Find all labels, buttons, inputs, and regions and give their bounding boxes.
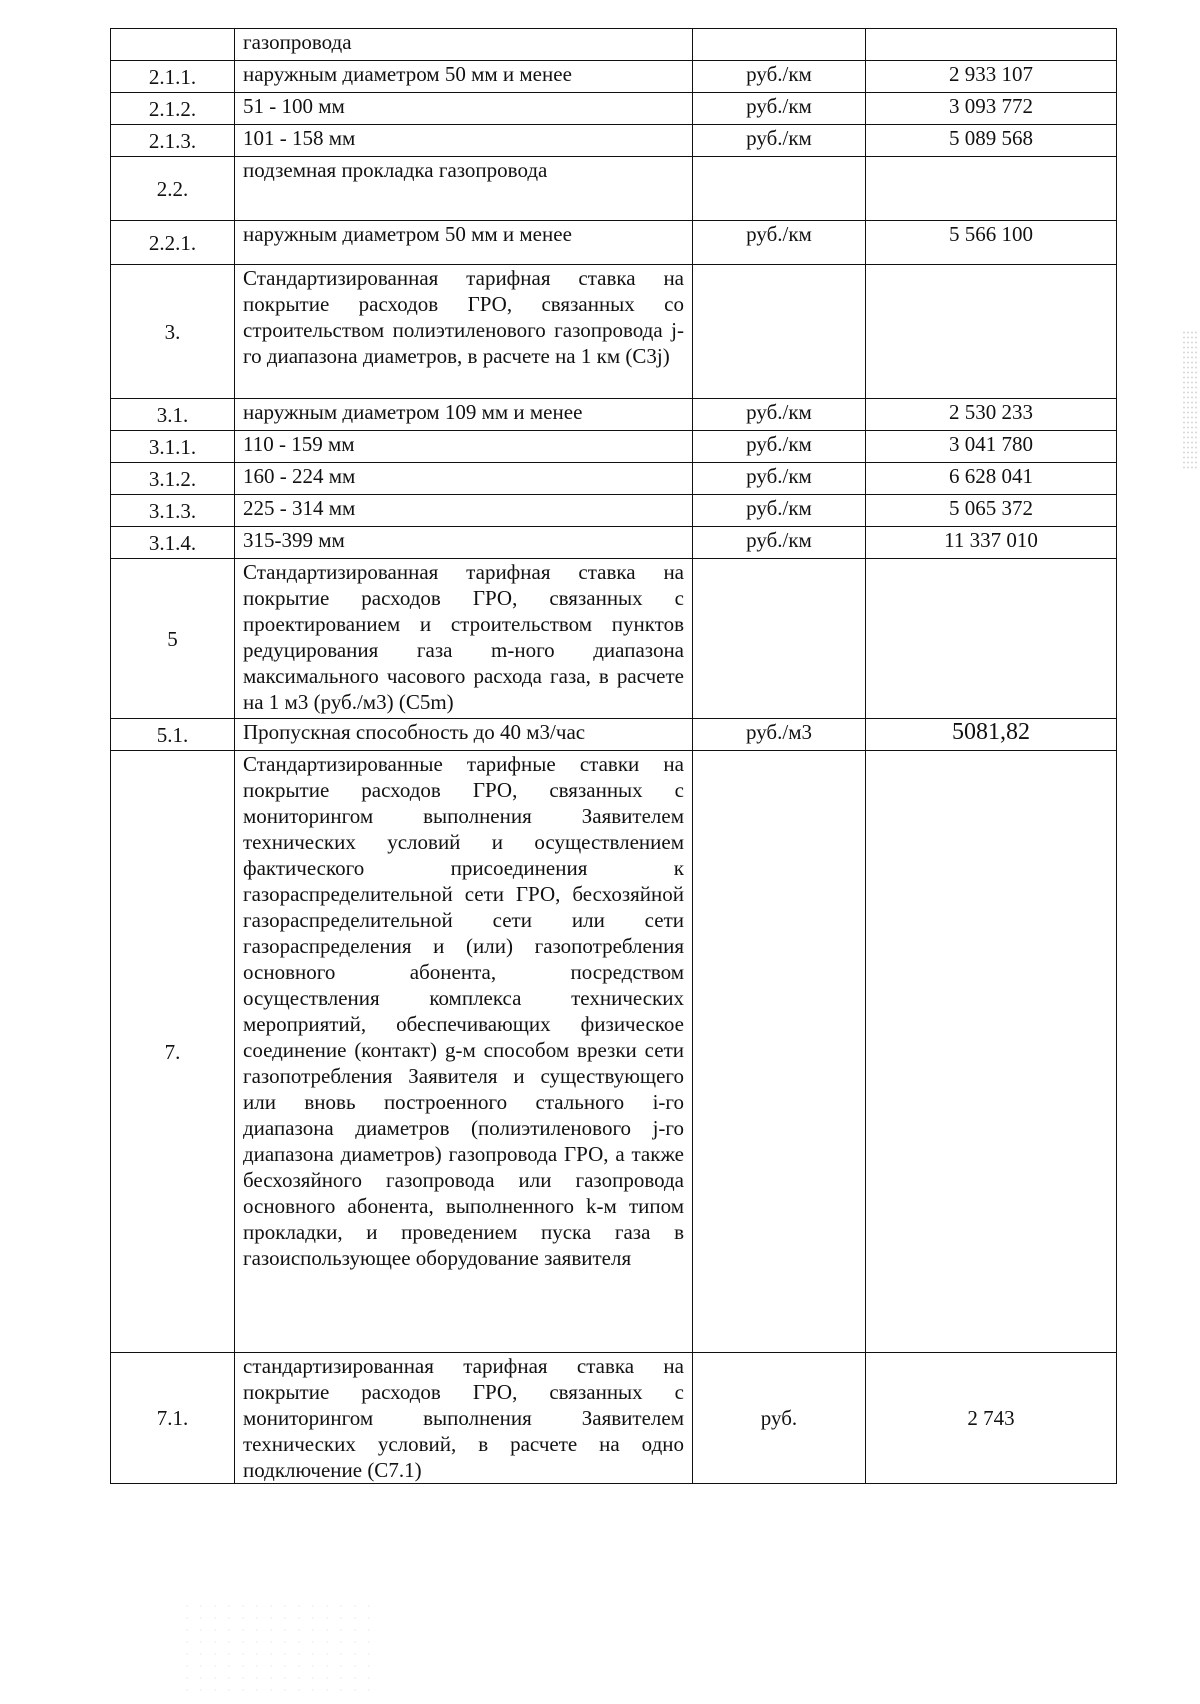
row-unit: руб./км — [693, 527, 866, 559]
table-row — [111, 157, 1117, 221]
row-value — [866, 751, 1117, 1353]
row-value: 2 743 — [866, 1353, 1117, 1484]
row-unit — [693, 751, 866, 1353]
table-row — [111, 1353, 1117, 1484]
table-row — [111, 29, 1117, 61]
table-row — [111, 719, 1117, 751]
table-row — [111, 221, 1117, 265]
row-value: 5 065 372 — [866, 495, 1117, 527]
row-number: 3.1.2. — [111, 463, 235, 495]
row-value — [866, 157, 1117, 221]
row-description: газопровода — [235, 29, 693, 61]
table-row — [111, 431, 1117, 463]
row-value: 11 337 010 — [866, 527, 1117, 559]
row-description: 225 - 314 мм — [235, 495, 693, 527]
table-row — [111, 93, 1117, 125]
row-value — [866, 265, 1117, 399]
row-value: 5 089 568 — [866, 125, 1117, 157]
row-unit: руб./км — [693, 93, 866, 125]
row-description: наружным диаметром 109 мм и менее — [235, 399, 693, 431]
row-description: 110 - 159 мм — [235, 431, 693, 463]
row-number: 2.2. — [111, 157, 235, 221]
row-number — [111, 29, 235, 61]
row-value: 2 933 107 — [866, 61, 1117, 93]
row-description: Стандартизированная тарифная ставка на покрытие расходов ГРО, связанных с проектированием и строительством пунктов редуцирования газа m-ного диапазона максимального часового расхода газа, в расчете на 1 м3 (руб./м3) (С5m) — [235, 559, 693, 719]
scan-noise — [1182, 330, 1198, 470]
table-row — [111, 265, 1117, 399]
scan-noise — [180, 1600, 380, 1700]
table-row — [111, 463, 1117, 495]
row-number: 7. — [111, 751, 235, 1353]
table-row — [111, 125, 1117, 157]
row-number: 3.1.3. — [111, 495, 235, 527]
row-unit — [693, 157, 866, 221]
row-value: 3 093 772 — [866, 93, 1117, 125]
row-description: Пропускная способность до 40 м3/час — [235, 719, 693, 751]
row-unit: руб./км — [693, 61, 866, 93]
row-description: стандартизированная тарифная ставка на покрытие расходов ГРО, связанных с мониторингом выполнения Заявителем технических условий, в расчете на одно подключение (С7.1) — [235, 1353, 693, 1484]
row-description: наружным диаметром 50 мм и менее — [235, 61, 693, 93]
row-value: 5081,82 — [866, 719, 1117, 751]
row-number: 3.1.4. — [111, 527, 235, 559]
tariff-table — [110, 28, 1117, 1484]
row-unit: руб./м3 — [693, 719, 866, 751]
row-description: наружным диаметром 50 мм и менее — [235, 221, 693, 265]
row-value: 3 041 780 — [866, 431, 1117, 463]
table-row — [111, 751, 1117, 1353]
row-number: 3. — [111, 265, 235, 399]
row-unit: руб./км — [693, 221, 866, 265]
row-description: 160 - 224 мм — [235, 463, 693, 495]
row-unit — [693, 559, 866, 719]
row-unit: руб./км — [693, 431, 866, 463]
table-row — [111, 495, 1117, 527]
row-unit: руб./км — [693, 463, 866, 495]
row-number: 2.2.1. — [111, 221, 235, 265]
row-value — [866, 559, 1117, 719]
row-unit — [693, 265, 866, 399]
row-number: 5.1. — [111, 719, 235, 751]
row-value: 2 530 233 — [866, 399, 1117, 431]
table-row — [111, 61, 1117, 93]
row-unit: руб./км — [693, 125, 866, 157]
row-number: 2.1.1. — [111, 61, 235, 93]
table-row — [111, 527, 1117, 559]
row-number: 3.1.1. — [111, 431, 235, 463]
table-row — [111, 559, 1117, 719]
row-number: 7.1. — [111, 1353, 235, 1484]
row-unit: руб./км — [693, 495, 866, 527]
row-number: 2.1.2. — [111, 93, 235, 125]
row-number: 5 — [111, 559, 235, 719]
row-unit — [693, 29, 866, 61]
row-description: Стандартизированная тарифная ставка на покрытие расходов ГРО, связанных со строительством полиэтиленового газопровода j-го диапазона диаметров, в расчете на 1 км (С3j) — [235, 265, 693, 399]
row-unit: руб./км — [693, 399, 866, 431]
table-row — [111, 399, 1117, 431]
row-description: подземная прокладка газопровода — [235, 157, 693, 221]
row-value: 5 566 100 — [866, 221, 1117, 265]
row-description: Стандартизированные тарифные ставки на покрытие расходов ГРО, связанных с мониторингом выполнения Заявителем технических условий и осуществлением фактического присоединения к газораспределительной сети ГРО, бесхозяйной газораспределительной сети или сети газораспределения и (или) газопотребления основного абонента, посредством осуществления комплекса технических мероприятий, обеспечивающих физическое соединение (контакт) g-м способом врезки сети газопотребления Заявителя и существующего или вновь построенного стального i-го диапазона диаметров (полиэтиленового j-го диапазона диаметров) газопровода ГРО, а также бесхозяйного газопровода или газопровода основного абонента, выполненного k-м типом прокладки, и проведением пуска газа в газоиспользующее оборудование заявителя — [235, 751, 693, 1353]
row-value — [866, 29, 1117, 61]
row-description: 101 - 158 мм — [235, 125, 693, 157]
row-unit: руб. — [693, 1353, 866, 1484]
row-description: 315-399 мм — [235, 527, 693, 559]
row-value: 6 628 041 — [866, 463, 1117, 495]
row-number: 3.1. — [111, 399, 235, 431]
row-number: 2.1.3. — [111, 125, 235, 157]
row-description: 51 - 100 мм — [235, 93, 693, 125]
